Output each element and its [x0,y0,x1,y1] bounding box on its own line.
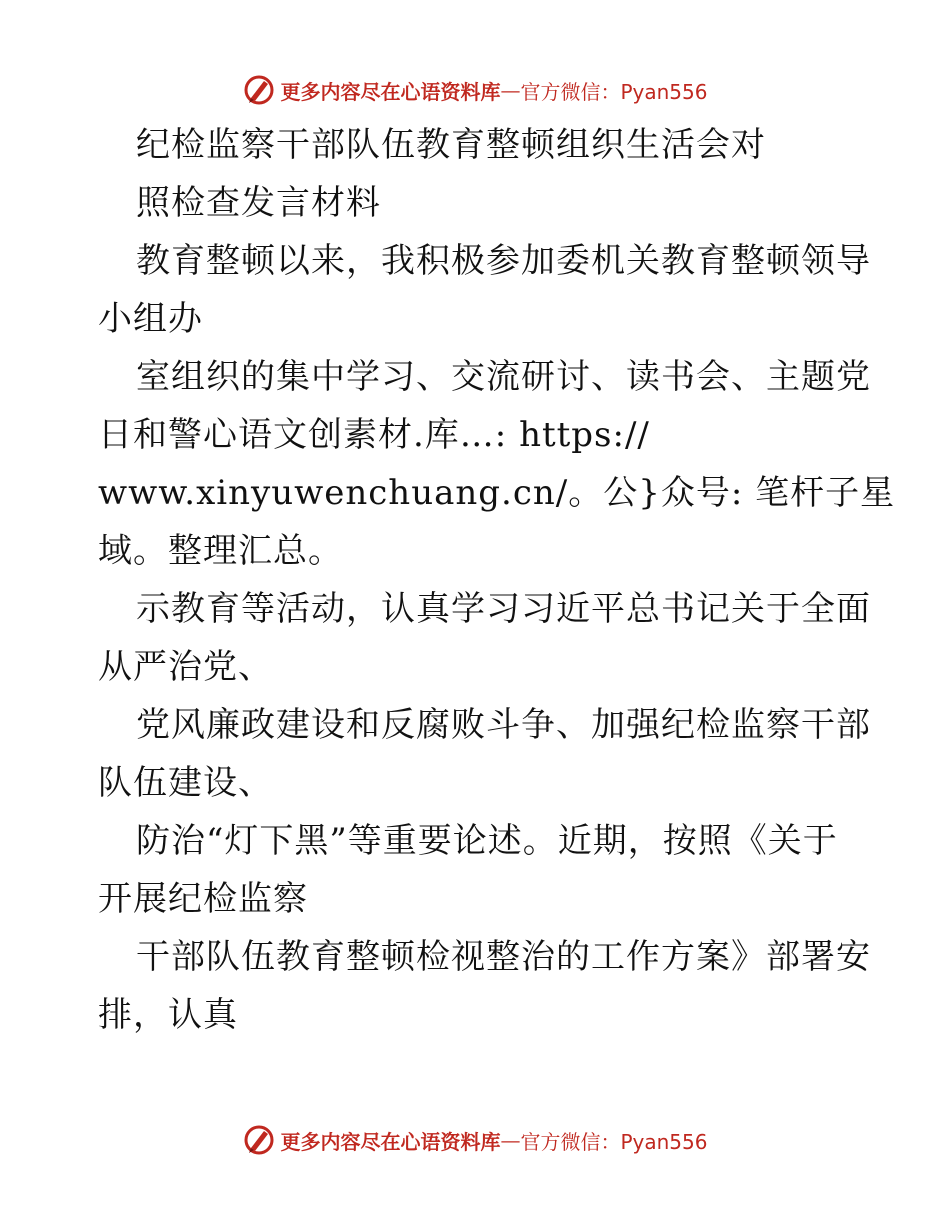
footer-banner [0,1120,950,1160]
doc-line: 域。整理汇总。 [98,531,343,571]
banner-wechat-text: 官方微信：Pyan556 [520,1129,708,1154]
doc-line: 队伍建设、 [98,763,273,803]
banner-wechat-text: 官方微信：Pyan556 [520,79,708,104]
document-body [98,116,896,1044]
doc-line: 照检查发言材料 [136,183,381,223]
doc-line: 防治“灯下黑”等重要论述。近期，按照《关于 [136,821,838,861]
doc-line: 排，认真 [98,995,238,1035]
doc-line: 从严治党、 [98,647,273,687]
doc-line: 示教育等活动，认真学习习近平总书记关于全面 [136,589,871,629]
banner-site-text: 更多内容尽在心语资料库 [280,79,501,104]
doc-line: 党风廉政建设和反腐败斗争、加强纪检监察干部 [136,705,871,745]
banner-site-text: 更多内容尽在心语资料库 [280,1129,501,1154]
pen-emblem-icon [242,1123,276,1157]
header-banner [0,70,950,110]
doc-line: 纪检监察干部队伍教育整顿组织生活会对 [136,125,766,165]
doc-line: 室组织的集中学习、交流研讨、读书会、主题党 [136,357,871,397]
banner-dash: — [500,1128,521,1152]
doc-line: 日和警心语文创素材.库…: https:// [98,415,650,455]
doc-line: 小组办 [98,299,203,339]
doc-line: 开展纪检监察 [98,879,308,919]
banner-dash: — [500,78,521,102]
doc-line: www.xinyuwenchuang.cn/。公}众号: 笔杆子星 [98,473,896,513]
doc-line: 干部队伍教育整顿检视整治的工作方案》部署安 [136,937,871,977]
doc-line: 教育整顿以来，我积极参加委机关教育整顿领导 [136,241,871,281]
pen-emblem-icon [242,73,276,107]
